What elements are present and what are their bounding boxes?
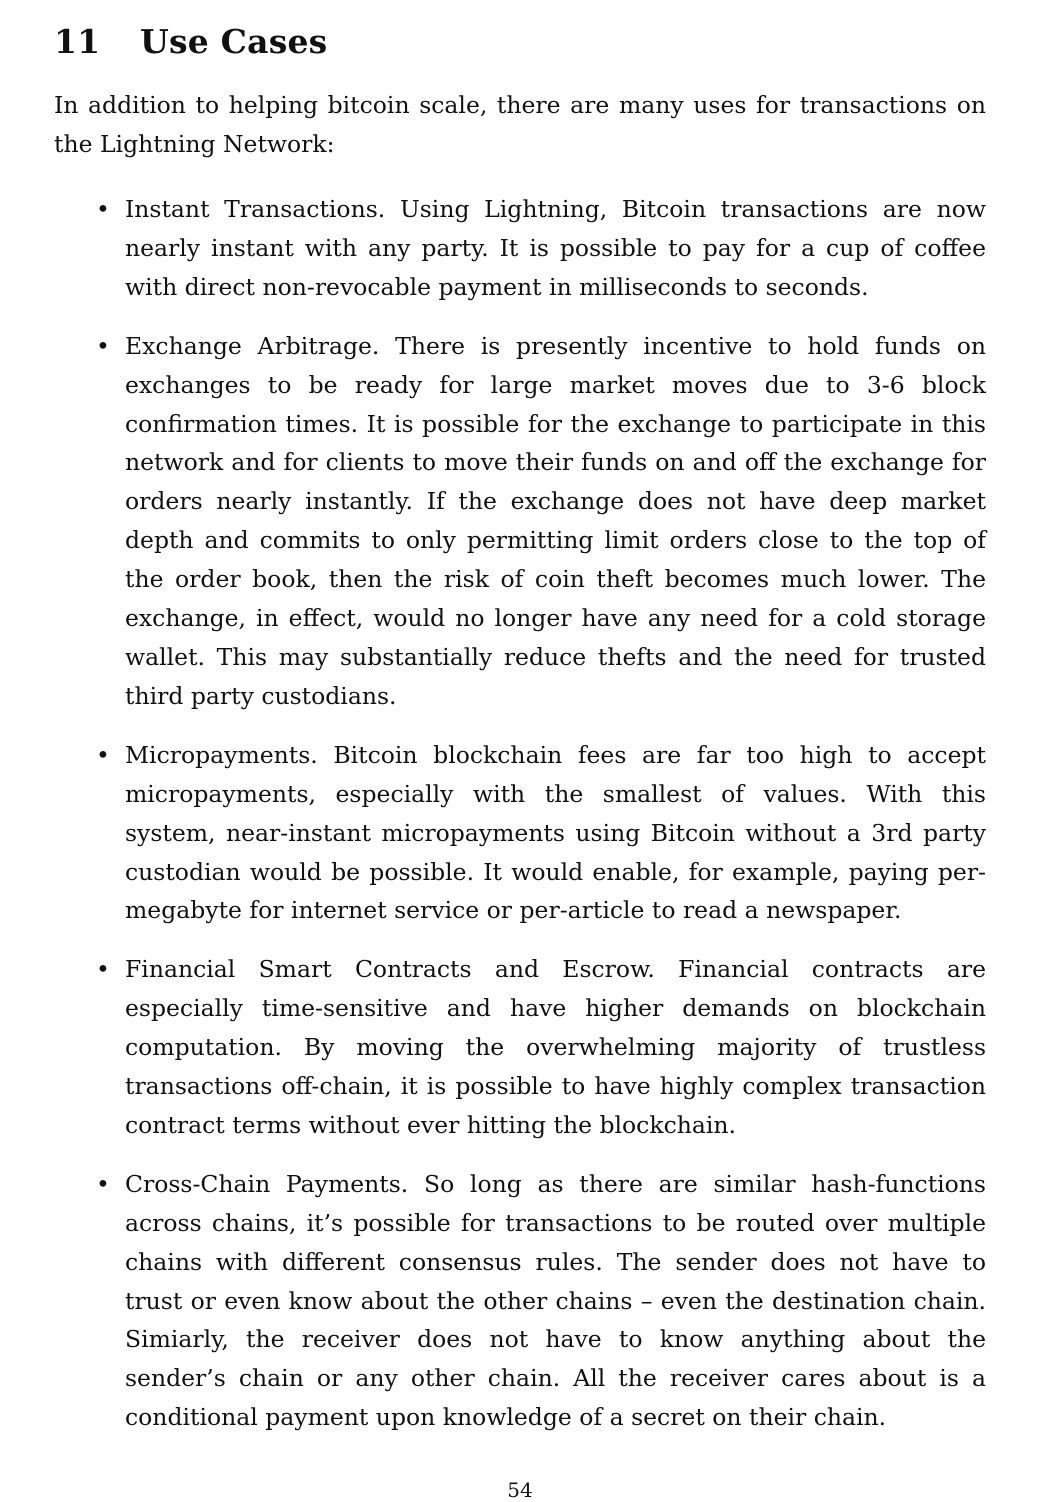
section-heading <box>54 22 986 62</box>
use-case-term: Exchange Arbitrage. <box>125 331 380 360</box>
use-case-description: Financial contracts are especially time-sensitive and have higher demands on blockchain computation. By moving the overwhelming majority of trustless transactions off-chain, it is possible to have highly complex transaction contract terms without ever hitting the blockchain. <box>125 955 986 1139</box>
intro-paragraph: In addition to helping bitcoin scale, there are many uses for transactions on the Lightning Network: <box>54 91 986 158</box>
bullet-icon: • <box>96 331 110 360</box>
section-number: 11 <box>54 22 101 61</box>
use-case-list <box>54 190 986 1437</box>
use-case-description: So long as there are similar hash-functions across chains, it’s possible for transactions to be routed over multiple chains with different consensus rules. The sender does not have to trust or even know about the other chains – even the destination chain. Simiarly, the receiver does not have to know anything about the sender’s chain or any other chain. All the receiver cares about is a conditional payment upon knowledge of a secret on their chain. <box>125 1169 986 1432</box>
use-case-exchange-arbitrage <box>54 327 986 716</box>
use-case-instant-transactions <box>54 190 986 307</box>
page-number: 54 <box>507 1478 533 1502</box>
bullet-icon: • <box>96 955 110 984</box>
bullet-icon: • <box>96 1169 110 1198</box>
bullet-icon: • <box>96 195 110 223</box>
bullet-icon: • <box>96 740 110 769</box>
use-case-description: Using Lightning, Bitcoin transactions are now nearly instant with any party. It is possible to pay for a cup of coffee with direct non-revocable payment in milliseconds to seconds. <box>125 195 986 301</box>
use-case-term: Cross-Chain Payments. <box>125 1169 409 1198</box>
document-page <box>54 22 986 1457</box>
use-case-micropayments <box>54 736 986 931</box>
use-case-term: Financial Smart Contracts and Escrow. <box>125 955 655 984</box>
section-title: Use Cases <box>140 22 328 61</box>
use-case-term: Micropayments. <box>125 740 318 769</box>
use-case-description: There is presently incentive to hold funds on exchanges to be ready for large market moves due to 3-6 block confirmation times. It is possible for the exchange to participate in this network and for clients to move their funds on and off the exchange for orders nearly instantly. If the exchange does not have deep market depth and commits to only permitting limit orders close to the top of the order book, then the risk of coin theft becomes much lower. The exchange, in effect, would no longer have any need for a cold storage wallet. This may substantially reduce thefts and the need for trusted third party custodians. <box>125 331 986 710</box>
use-case-description: Bitcoin blockchain fees are far too high to accept micropayments, especially with the smallest of values. With this system, near-instant micropayments using Bitcoin without a 3rd party custodian would be possible. It would enable, for example, paying per-megabyte for internet service or per-article to read a newspaper. <box>125 740 986 925</box>
use-case-cross-chain-payments <box>54 1165 986 1437</box>
use-case-term: Instant Transactions. <box>125 195 386 223</box>
use-case-financial-smart-contracts <box>54 950 986 1145</box>
